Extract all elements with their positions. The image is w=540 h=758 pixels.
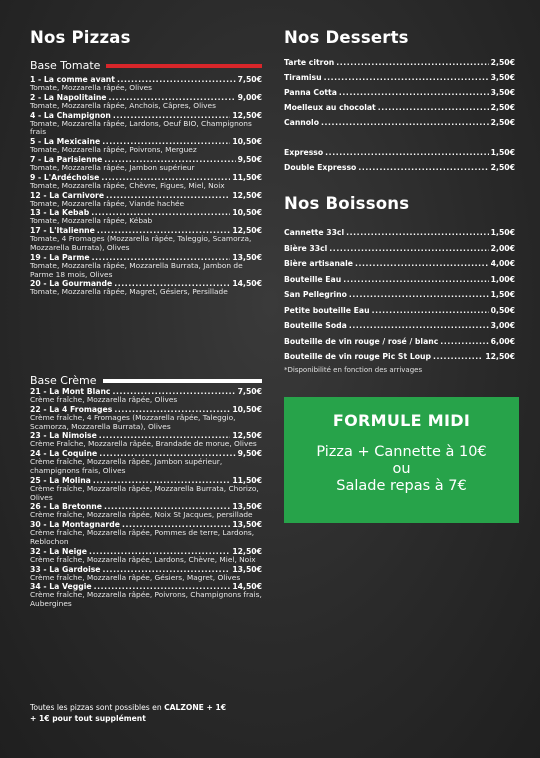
pizza-name: 13 - La Kebab xyxy=(30,208,90,218)
pizza-price: 13,50€ xyxy=(232,564,262,574)
desserts-row xyxy=(284,100,515,115)
dot-leader xyxy=(343,272,488,288)
boissons-price: 6,00€ xyxy=(490,336,515,346)
pizza-name: 17 - L'Italienne xyxy=(30,226,95,236)
desserts-row xyxy=(284,85,515,100)
pizza-price: 11,50€ xyxy=(232,475,262,485)
pizza-description: Tomate, Mozzarella râpée, Mozzarella Burrata, Jambon de Parme 18 mois, Olives xyxy=(30,260,243,279)
dot-leader xyxy=(336,55,488,70)
formule-midi-box xyxy=(284,397,519,523)
pizza-name: 12 - La Carnivore xyxy=(30,190,105,200)
pizza-price: 12,50€ xyxy=(232,226,262,236)
boissons-list xyxy=(284,225,515,365)
pizza-item xyxy=(30,387,262,405)
dot-leader xyxy=(433,349,483,365)
pizza-item xyxy=(30,547,262,565)
desserts-name: Double Expresso xyxy=(284,163,357,172)
pizza-item xyxy=(30,405,262,432)
boissons-note: *Disponibilité en fonction des arrivages xyxy=(284,366,423,374)
pizza-price: 12,50€ xyxy=(232,431,262,441)
footer-line-2: + 1€ pour tout supplément xyxy=(30,714,146,723)
desserts-title: Nos Desserts xyxy=(284,28,409,47)
footer-calzone: CALZONE + 1€ xyxy=(164,703,227,712)
pizza-item xyxy=(30,449,262,476)
pizza-price: 13,50€ xyxy=(232,520,262,530)
pizza-description: Tomate, Mozzarella râpée, Poivrons, Merguez xyxy=(30,145,197,155)
boissons-row xyxy=(284,287,515,303)
boissons-name: Bouteille de vin rouge / rosé / blanc xyxy=(284,336,439,346)
pizza-name: 26 - La Bretonne xyxy=(30,502,102,512)
desserts-price: 3,50€ xyxy=(490,73,515,82)
pizza-price: 7,50€ xyxy=(237,75,262,84)
pizza-name: 22 - La 4 Fromages xyxy=(30,404,113,414)
formule-line-1: Pizza + Cannette à 10€ xyxy=(316,444,487,460)
pizza-item xyxy=(30,253,262,280)
base-creme-label: Base Crème xyxy=(30,374,97,387)
desserts-price: 3,50€ xyxy=(490,88,515,97)
boissons-name: Bière artisanale xyxy=(284,259,353,268)
pizza-description: Tomate, Mozzarella râpée, Kébab xyxy=(30,216,153,226)
pizza-price: 11,50€ xyxy=(232,172,262,182)
pizza-description: Tomate, Mozzarella râpée, Magret, Gésiers, Persillade xyxy=(30,287,228,297)
pizza-item xyxy=(30,155,262,173)
boissons-price: 2,00€ xyxy=(490,243,515,253)
dot-leader xyxy=(339,85,489,100)
boissons-title: Nos Boissons xyxy=(284,194,410,213)
desserts-row xyxy=(284,70,515,85)
boissons-price: 0,50€ xyxy=(490,305,515,315)
formule-line-3: Salade repas à 7€ xyxy=(336,478,467,494)
dot-leader xyxy=(358,160,488,175)
pizzas-title: Nos Pizzas xyxy=(30,28,131,47)
pizza-description: Tomate, Mozzarella râpée, Jambon supérieur xyxy=(30,162,195,172)
boissons-row xyxy=(284,318,515,334)
desserts-name: Tarte citron xyxy=(284,58,335,67)
pizza-item xyxy=(30,191,262,209)
pizza-name: 33 - La Gardoise xyxy=(30,564,101,574)
pizza-name: 30 - La Montagnarde xyxy=(30,520,120,530)
pizza-item xyxy=(30,137,262,155)
dot-leader xyxy=(440,334,488,350)
pizza-name: 9 - L'Ardéchoise xyxy=(30,172,100,182)
pizza-price: 9,50€ xyxy=(237,154,262,164)
pizza-item xyxy=(30,226,262,253)
desserts-name: Expresso xyxy=(284,148,324,157)
desserts-price: 1,50€ xyxy=(490,148,515,157)
desserts-name: Cannolo xyxy=(284,118,319,127)
pizza-creme-list xyxy=(30,387,262,609)
base-tomate-header xyxy=(30,59,262,72)
pizza-price: 13,50€ xyxy=(232,502,262,512)
desserts-row xyxy=(284,145,515,160)
pizza-item xyxy=(30,279,262,297)
pizza-price: 14,50€ xyxy=(232,279,262,289)
pizza-name: 21 - La Mont Blanc xyxy=(30,387,111,396)
pizza-name: 5 - La Mexicaine xyxy=(30,137,101,147)
pizza-price: 13,50€ xyxy=(232,252,262,262)
pizza-description: Crème fraîche, 4 Fromages (Mozzarella râpée, Taleggio, Scamorza, Mozzarella Burrata), Olives xyxy=(30,412,236,431)
pizza-item xyxy=(30,502,262,520)
pizza-description: Tomate, Mozzarella râpée, Viande hachée xyxy=(30,198,185,208)
pizza-item xyxy=(30,75,262,93)
dot-leader xyxy=(346,225,489,241)
pizza-description: Crème fraîche, Mozzarella râpée, Olives xyxy=(30,395,178,404)
pizza-description: Crème fraîche, Mozzarella râpée, Jambon supérieur, champignons frais, Olives xyxy=(30,457,223,475)
pizza-description: Crème fraîche, Mozzarella râpée, Mozzarella Burrata, Chorizo, Olives xyxy=(30,483,259,502)
pizza-name: 20 - La Gourmande xyxy=(30,279,113,289)
base-creme-header xyxy=(30,374,262,387)
pizza-price: 12,50€ xyxy=(232,110,262,120)
pizza-description: Crème fraîche, Mozzarella râpée, Gésiers, Magret, Olives xyxy=(30,572,241,582)
pizza-item xyxy=(30,208,262,226)
dot-leader xyxy=(355,256,489,272)
boissons-name: Cannette 33cl xyxy=(284,228,345,237)
pizza-name: 2 - La Napolitaine xyxy=(30,92,107,102)
boissons-row xyxy=(284,349,515,365)
pizza-description: Tomate, 4 Fromages (Mozzarella râpée, Taleggio, Scamorza, Mozzarella Burrata), Olives xyxy=(30,234,252,252)
pizza-name: 25 - La Molina xyxy=(30,475,91,485)
desserts-name: Moelleux au chocolat xyxy=(284,103,376,112)
boissons-price: 3,00€ xyxy=(490,321,515,330)
boissons-row xyxy=(284,256,515,272)
dot-leader xyxy=(321,115,489,130)
dot-leader xyxy=(325,145,489,160)
dot-leader xyxy=(329,241,488,257)
base-creme-bar xyxy=(103,379,263,383)
pizza-footer xyxy=(30,702,262,724)
boissons-price: 1,50€ xyxy=(490,228,515,237)
boissons-price: 4,00€ xyxy=(490,259,515,268)
desserts-row xyxy=(284,115,515,130)
desserts-name: Panna Cotta xyxy=(284,88,337,97)
pizza-description: Crème fraîche, Mozzarella râpée, Noix St Jacques, persillade xyxy=(30,510,253,520)
desserts-price: 2,50€ xyxy=(490,163,515,172)
pizza-description: Crème Fraîche, Mozzarella râpée, Brandade de morue, Olives xyxy=(30,439,257,449)
pizza-price: 10,50€ xyxy=(232,404,262,414)
base-tomate-label: Base Tomate xyxy=(30,59,101,72)
pizza-item xyxy=(30,476,262,503)
pizza-item xyxy=(30,582,262,609)
dot-leader xyxy=(324,70,489,85)
boissons-price: 1,50€ xyxy=(490,290,515,299)
pizza-price: 12,50€ xyxy=(232,190,262,200)
boissons-row xyxy=(284,334,515,350)
boissons-row xyxy=(284,241,515,257)
pizza-item xyxy=(30,173,262,191)
pizza-description: Crème fraîche, Mozzarella râpée, Pommes de terre, Lardons, Reblochon xyxy=(30,528,255,546)
desserts-price: 2,50€ xyxy=(490,118,515,127)
desserts-price: 2,50€ xyxy=(490,103,515,112)
desserts-name: Tiramisu xyxy=(284,73,322,82)
boissons-row xyxy=(284,225,515,241)
pizza-price: 10,50€ xyxy=(232,208,262,218)
boissons-row xyxy=(284,272,515,288)
boissons-name: San Pellegrino xyxy=(284,290,347,299)
dot-leader xyxy=(349,318,489,334)
pizza-name: 19 - La Parme xyxy=(30,252,90,262)
pizza-description: Crème fraîche, Mozzarella râpée, Poivrons, Champignons frais, Aubergines xyxy=(30,590,262,609)
pizza-price: 10,50€ xyxy=(232,137,262,147)
pizza-description: Tomate, Mozzarella râpée, Lardons, Oeuf BIO, Champignons frais xyxy=(30,118,252,137)
boissons-name: Bouteille Eau xyxy=(284,274,342,284)
pizza-item xyxy=(30,431,262,449)
boissons-name: Petite bouteille Eau xyxy=(284,305,370,315)
pizza-price: 14,50€ xyxy=(232,582,262,592)
pizza-price: 12,50€ xyxy=(232,546,262,556)
pizza-item xyxy=(30,93,262,111)
footer-line-1 xyxy=(30,702,262,713)
pizza-description: Tomate, Mozzarella râpée, Anchois, Câpres, Olives xyxy=(30,100,216,110)
boissons-name: Bouteille de vin rouge Pic St Loup xyxy=(284,352,431,361)
dot-leader xyxy=(349,287,489,303)
pizza-description: Tomate, Mozzarella râpée, Olives xyxy=(30,83,152,92)
pizza-name: 4 - La Champignon xyxy=(30,110,111,120)
desserts-list xyxy=(284,55,515,175)
boissons-price: 12,50€ xyxy=(485,352,515,361)
base-tomate-bar xyxy=(106,64,262,68)
pizza-tomate-list xyxy=(30,75,262,297)
pizza-name: 23 - La Nimoise xyxy=(30,431,97,441)
pizza-description: Crème fraîche, Mozzarella râpée, Lardons, Chèvre, Miel, Noix xyxy=(30,554,256,564)
pizza-description: Tomate, Mozzarella râpée, Chèvre, Figues, Miel, Noix xyxy=(30,180,225,190)
dot-leader xyxy=(372,303,489,319)
boissons-price: 1,00€ xyxy=(490,274,515,284)
pizza-name: 7 - La Parisienne xyxy=(30,154,103,164)
pizza-name: 1 - La comme avant xyxy=(30,75,115,84)
footer-pre: Toutes les pizzas sont possibles en xyxy=(30,703,165,712)
pizza-item xyxy=(30,111,262,138)
pizza-item xyxy=(30,565,262,583)
pizza-name: 24 - La Coquine xyxy=(30,449,98,459)
pizza-price: 9,00€ xyxy=(237,92,262,102)
dot-leader xyxy=(378,100,489,115)
desserts-row xyxy=(284,160,515,175)
boissons-name: Bouteille Soda xyxy=(284,321,347,330)
pizza-price: 7,50€ xyxy=(237,387,262,396)
formule-title: FORMULE MIDI xyxy=(332,411,471,430)
pizza-name: 34 - La Veggie xyxy=(30,582,92,592)
pizza-name: 32 - La Neige xyxy=(30,546,88,556)
boissons-name: Bière 33cl xyxy=(284,243,328,253)
formule-line-2: ou xyxy=(392,461,411,477)
boissons-row xyxy=(284,303,515,319)
pizza-item xyxy=(30,520,262,547)
pizza-price: 9,50€ xyxy=(237,449,262,459)
desserts-price: 2,50€ xyxy=(490,58,515,67)
desserts-row xyxy=(284,55,515,70)
